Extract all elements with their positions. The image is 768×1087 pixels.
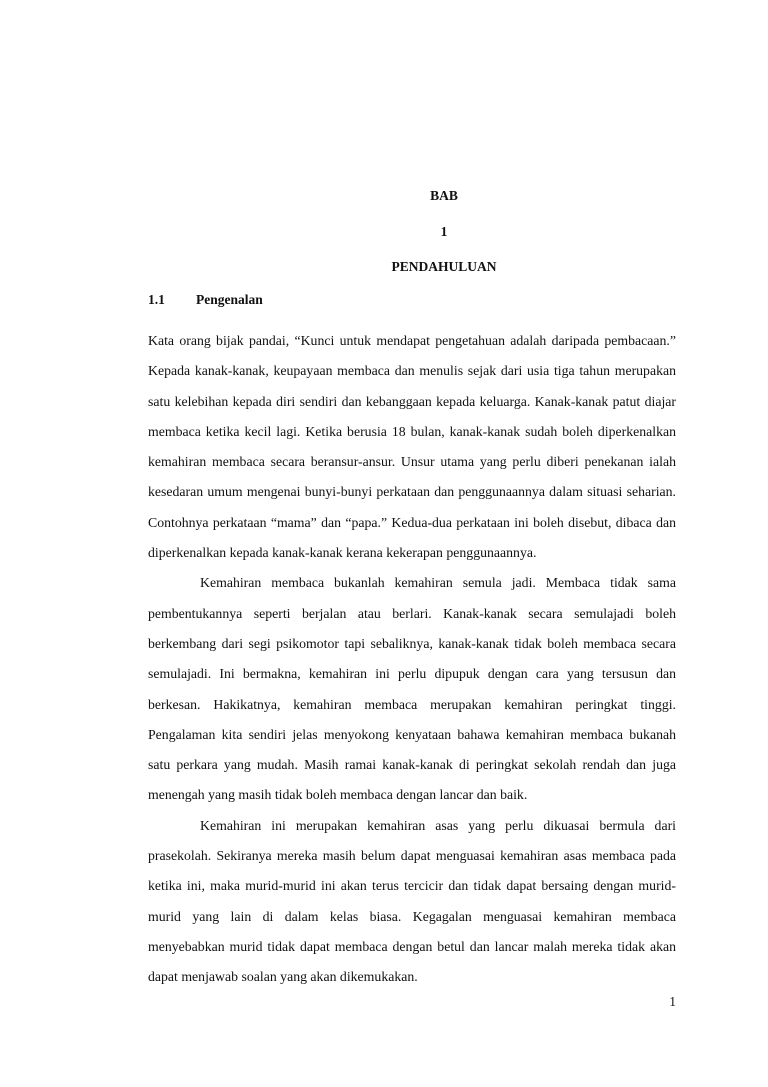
section-number: 1.1 xyxy=(148,292,165,307)
section-heading xyxy=(148,292,263,308)
paragraph: Kemahiran ini merupakan kemahiran asas yang perlu dikuasai bermula dari prasekolah. Sekiranya mereka masih belum dapat menguasai kemahiran asas membaca pada ketika ini, maka murid-murid ini akan terus tercicir dan tidak dapat bersaing dengan murid-murid yang lain di dalam kelas biasa. Kegagalan menguasai kemahiran membaca menyebabkan murid tidak dapat membaca dengan betul dan lancar malah mereka tidak akan dapat menjawab soalan yang akan dikemukakan. xyxy=(148,817,676,985)
paragraph: Kata orang bijak pandai, “Kunci untuk mendapat pengetahuan adalah daripada pembacaan.” Kepada kanak-kanak, keupayaan membaca dan menulis sejak dari usia tiga tahun merupakan satu kelebihan kepada diri sendiri dan kebanggaan kepada keluarga. Kanak-kanak patut diajar membaca ketika kecil lagi. Ketika berusia 18 bulan, kanak-kanak sudah boleh diperkenalkan kemahiran membaca secara beransur-ansur. Unsur utama yang perlu diberi penekanan ialah kesedaran umum mengenai bunyi-bunyi perkataan dan penggunaannya dalam situasi seharian. Contohnya perkataan “mama” dan “papa.” Kedua-dua perkataan ini boleh disebut, dibaca dan diperkenalkan kepada kanak-kanak kerana kekerapan penggunaannya. xyxy=(148,333,676,561)
chapter-title: PENDAHULUAN xyxy=(391,259,497,274)
body-text xyxy=(148,326,676,993)
paragraph: Kemahiran membaca bukanlah kemahiran semula jadi. Membaca tidak sama pembentukannya seperti berjalan atau berlari. Kanak-kanak secara semulajadi boleh berkembang dari segi psikomotor tapi sebaliknya, kanak-kanak tidak boleh membaca secara semulajadi. Ini bermakna, kemahiran ini perlu dipupuk dengan cara yang tersusun dan berkesan. Hakikatnya, kemahiran membaca merupakan kemahiran peringkat tinggi. Pengalaman kita sendiri jelas menyokong kenyataan bahawa kemahiran membaca bukanah satu perkara yang mudah. Masih ramai kanak-kanak di peringkat sekolah rendah dan juga menengah yang masih tidak boleh membaca dengan lancar dan baik. xyxy=(148,575,676,803)
page-number: 1 xyxy=(669,994,676,1009)
chapter-number: 1 xyxy=(440,224,448,239)
chapter-label: BAB xyxy=(430,188,458,203)
section-title: Pengenalan xyxy=(196,292,263,307)
